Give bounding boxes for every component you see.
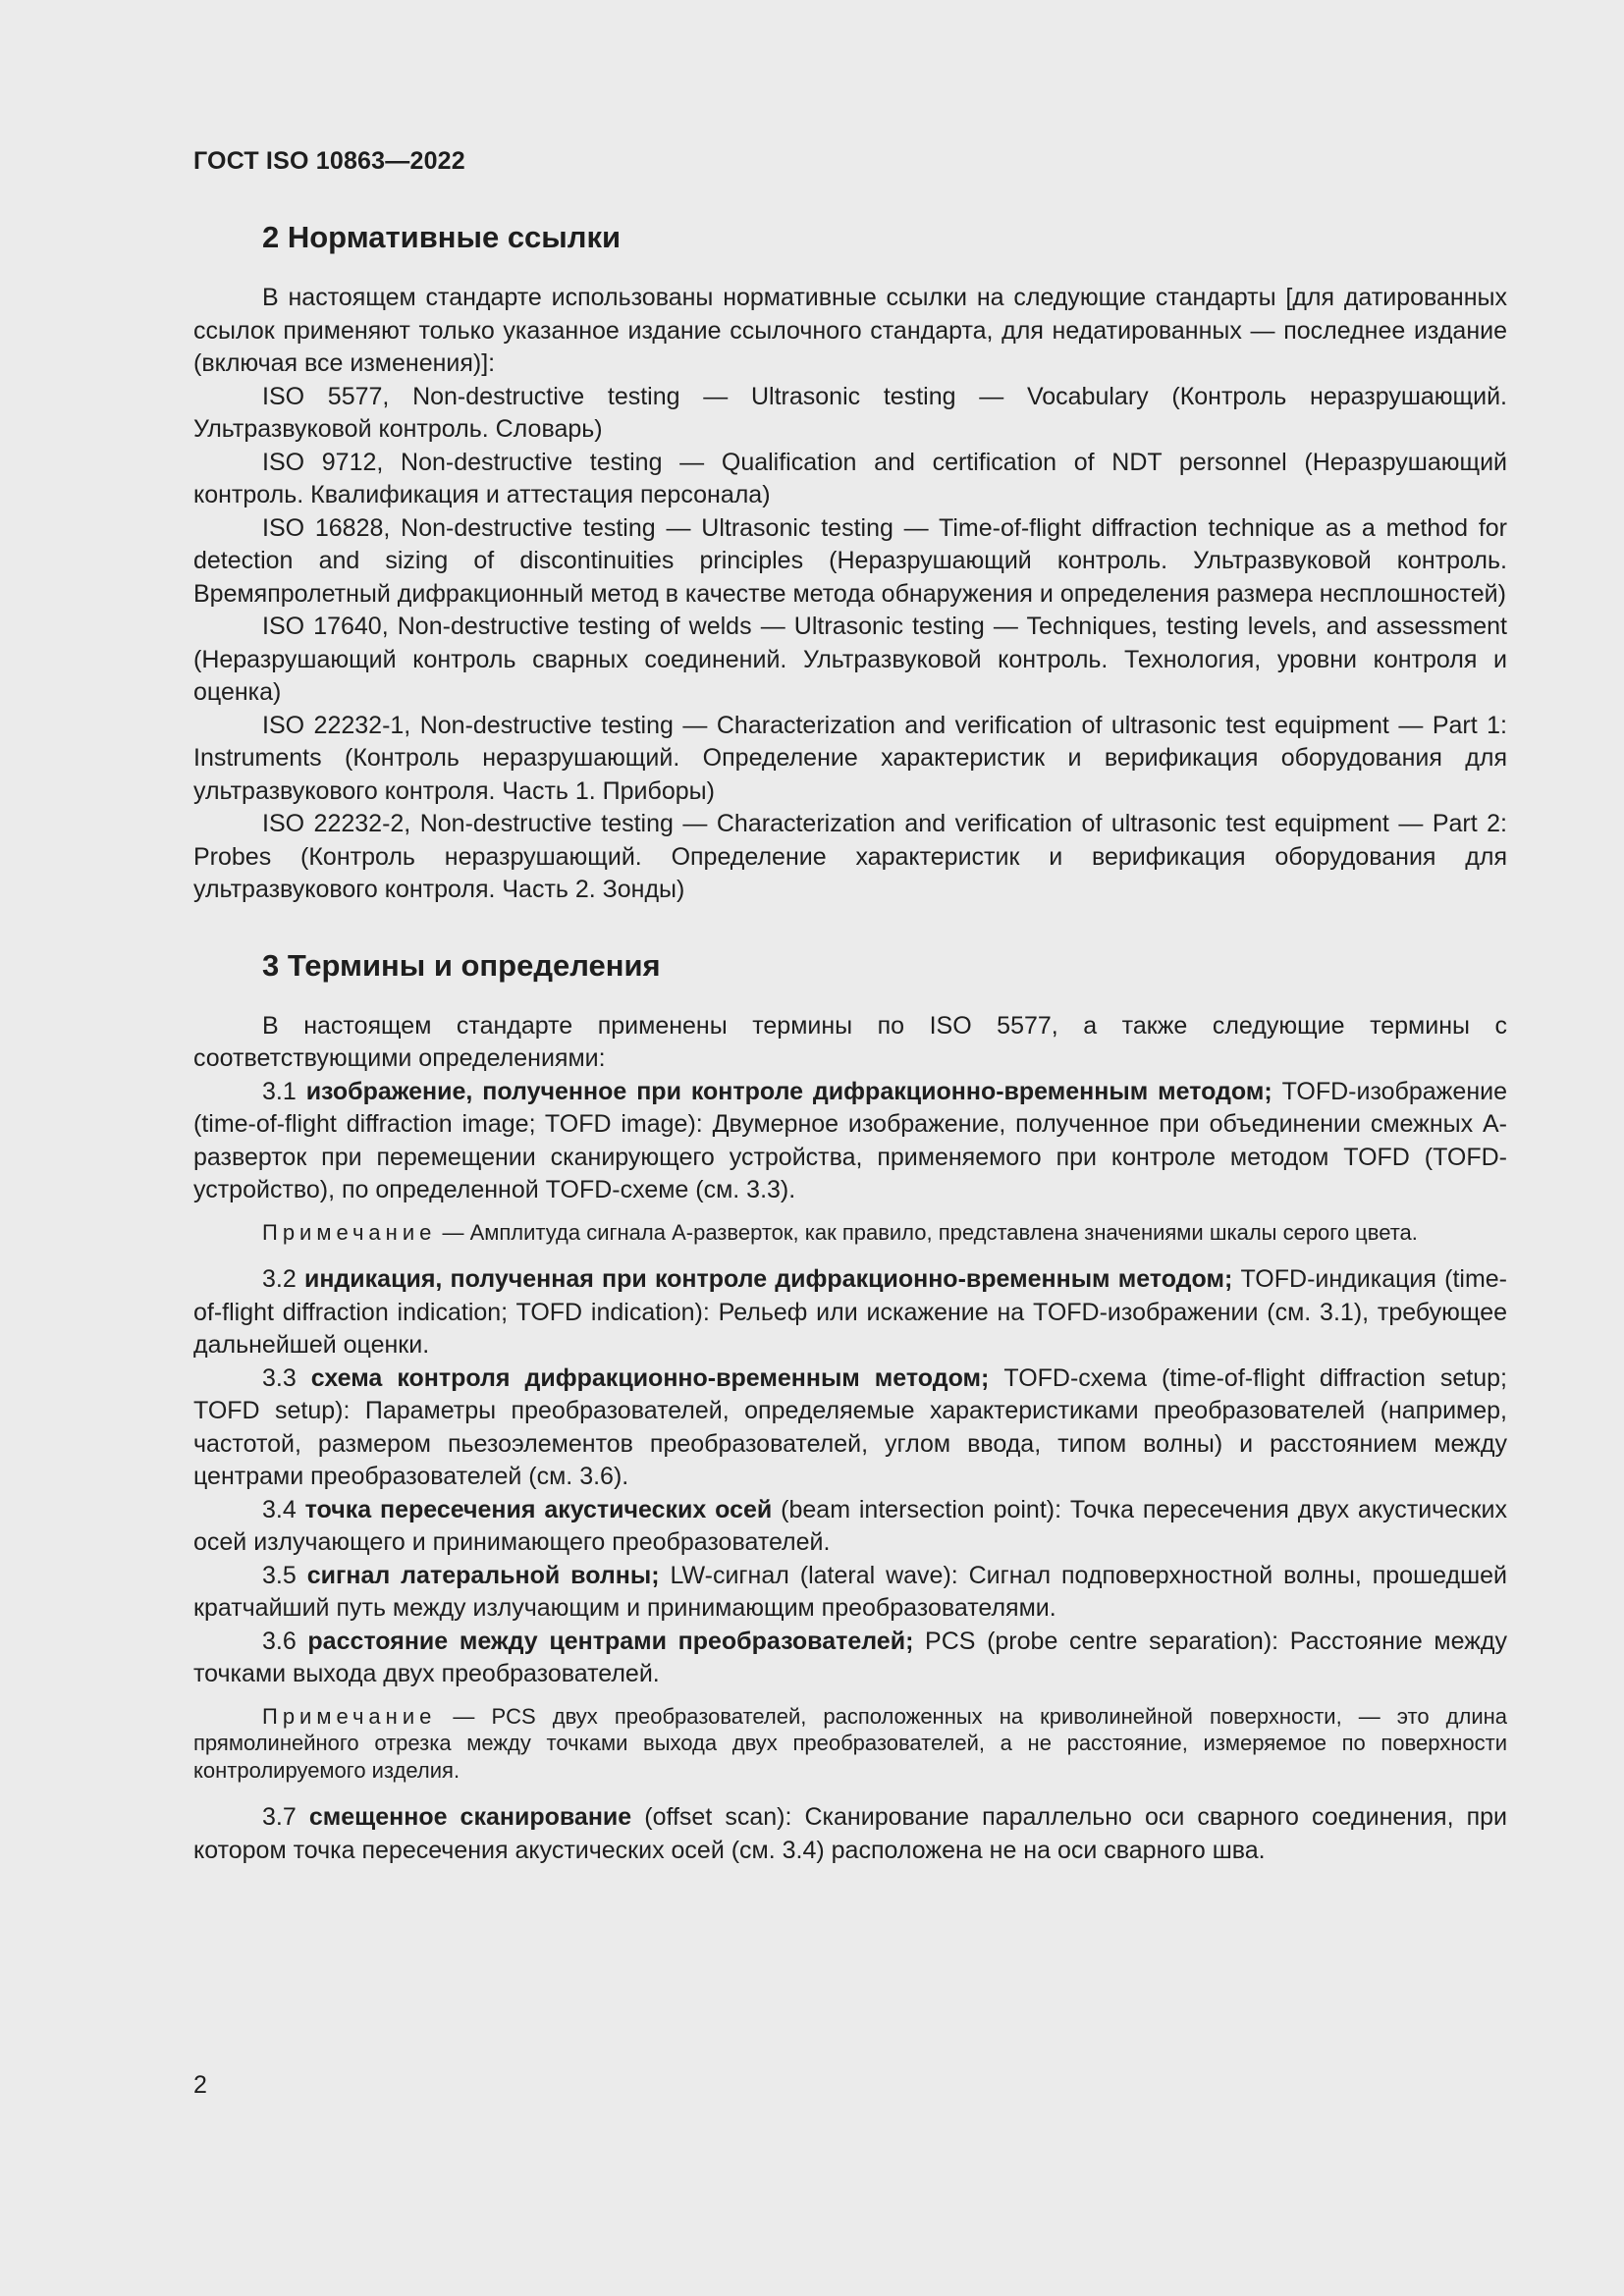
section-3-title: 3 Термины и определения <box>262 947 661 983</box>
term-3-1 <box>193 1076 1507 1207</box>
term-3-2 <box>193 1263 1507 1362</box>
section-2-intro: В настоящем стандарте использованы нормативные ссылки на следующие стандарты [для датированных ссылок применяют только указанное издание ссылочного стандарта, для недатированных — последнее издание (включая все изменения)]: <box>193 284 1507 377</box>
term-3-6 <box>193 1626 1507 1691</box>
reference-iso-9712: ISO 9712, Non-destructive testing — Qualification and certification of NDT personnel (Неразрушающий контроль. Квалификация и аттестация персонала) <box>193 448 1507 508</box>
note-text: — PCS двух преобразователей, расположенных на криволинейной поверхности, — это длина прямолинейного отрезка между точками выхода двух преобразователей, а не расстояние, измеряемое по поверхности контролируемого изделия. <box>193 1703 1507 1783</box>
reference-iso-17640: ISO 17640, Non-destructive testing of welds — Ultrasonic testing — Techniques, testing levels, and assessment (Неразрушающий контроль сварных соединений. Ультразвуковой контроль. Технология, уровни контроля и оценка) <box>193 613 1507 706</box>
term-3-4 <box>193 1494 1507 1560</box>
reference-iso-22232-2: ISO 22232-2, Non-destructive testing — Characterization and verification of ultrasonic test equipment — Part 2: Probes (Контроль неразрушающий. Определение характеристик и верификация оборудования для ультразвукового контроля. Часть 2. Зонды) <box>193 810 1507 903</box>
note-text: — Амплитуда сигнала А-разверток, как правило, представлена значениями шкалы серого цвета. <box>442 1219 1418 1245</box>
term-definition: (beam intersection point): Точка пересечения двух акустических осей излучающего и принимающего преобразователей. <box>193 1495 1508 1556</box>
term-definition: TOFD-изображение (time-of-flight diffraction image; TOFD image): Двумерное изображение, полученное при объединении смежных А-разверток при перемещении сканирующего устройства, применяемого при контроле методом TOFD (TOFD-устройство), по определенной TOFD-схеме (см. 3.3). <box>193 1077 1507 1203</box>
note-label: Примечание <box>262 1219 437 1245</box>
term-number: 3.2 <box>262 1265 297 1293</box>
term-number: 3.3 <box>262 1363 297 1392</box>
term-name: сигнал латеральной волны; <box>306 1561 660 1589</box>
note-label: Примечание <box>262 1703 437 1729</box>
term-name: точка пересечения акустических осей <box>304 1495 773 1523</box>
section-3-intro: В настоящем стандарте применены термины по ISO 5577, а также следующие термины с соответствующими определениями: <box>193 1011 1507 1072</box>
term-3-7 <box>193 1801 1507 1867</box>
term-number: 3.4 <box>262 1495 297 1523</box>
reference-iso-16828: ISO 16828, Non-destructive testing — Ultrasonic testing — Time-of-flight diffraction technique as a method for detection and sizing of discontinuities principles (Неразрушающий контроль. Ультразвуковой контроль. Времяпролетный дифракционный метод в качестве метода обнаружения и определения размера несплошностей) <box>193 513 1507 608</box>
term-number: 3.5 <box>262 1561 297 1589</box>
page-content <box>193 218 1507 1867</box>
term-name: расстояние между центрами преобразователей; <box>307 1627 914 1655</box>
page-number: 2 <box>193 2071 207 2099</box>
term-name: индикация, полученная при контроле дифракционно-временным методом; <box>303 1265 1233 1293</box>
term-definition: PCS (probe centre separation): Расстояние между точками выхода двух преобразователей. <box>193 1627 1508 1687</box>
document-code: ГОСТ ISO 10863—2022 <box>193 147 465 175</box>
term-name: смещенное сканирование <box>308 1803 632 1831</box>
term-3-5 <box>193 1560 1507 1626</box>
term-definition: TOFD-индикация (time-of-flight diffraction indication; TOFD indication): Рельеф или искажение на TOFD-изображении (см. 3.1), требующее дальнейшей оценки. <box>193 1265 1507 1359</box>
term-name: схема контроля дифракционно-временным методом; <box>310 1363 990 1392</box>
term-number: 3.1 <box>262 1077 297 1105</box>
term-definition: LW-сигнал (lateral wave): Сигнал подповерхностной волны, прошедшей кратчайший путь между излучающим и принимающим преобразователями. <box>193 1561 1508 1622</box>
term-3-3 <box>193 1362 1507 1494</box>
term-number: 3.7 <box>262 1803 297 1831</box>
note-3-6 <box>193 1703 1507 1785</box>
reference-iso-22232-1: ISO 22232-1, Non-destructive testing — Characterization and verification of ultrasonic test equipment — Part 1: Instruments (Контроль неразрушающий. Определение характеристик и верификация оборудования для ультразвукового контроля. Часть 1. Приборы) <box>193 711 1507 805</box>
term-definition: (offset scan): Сканирование параллельно оси сварного соединения, при котором точка пересечения акустических осей (см. 3.4) расположена не на оси сварного шва. <box>193 1803 1507 1864</box>
reference-iso-5577: ISO 5577, Non-destructive testing — Ultrasonic testing — Vocabulary (Контроль неразрушающий. Ультразвуковой контроль. Словарь) <box>193 382 1507 443</box>
term-number: 3.6 <box>262 1627 297 1655</box>
term-definition: TOFD-схема (time-of-flight diffraction setup; TOFD setup): Параметры преобразователей, определяемые характеристиками преобразователей (например, частотой, размером пьезоэлементов преобразователей, углом ввода, типом волны) и расстоянием между центрами преобразователей (см. 3.6). <box>193 1363 1507 1490</box>
section-2-title: 2 Нормативные ссылки <box>262 220 622 254</box>
term-name: изображение, полученное при контроле дифракционно-временным методом; <box>305 1077 1272 1105</box>
note-3-1 <box>193 1219 1507 1247</box>
